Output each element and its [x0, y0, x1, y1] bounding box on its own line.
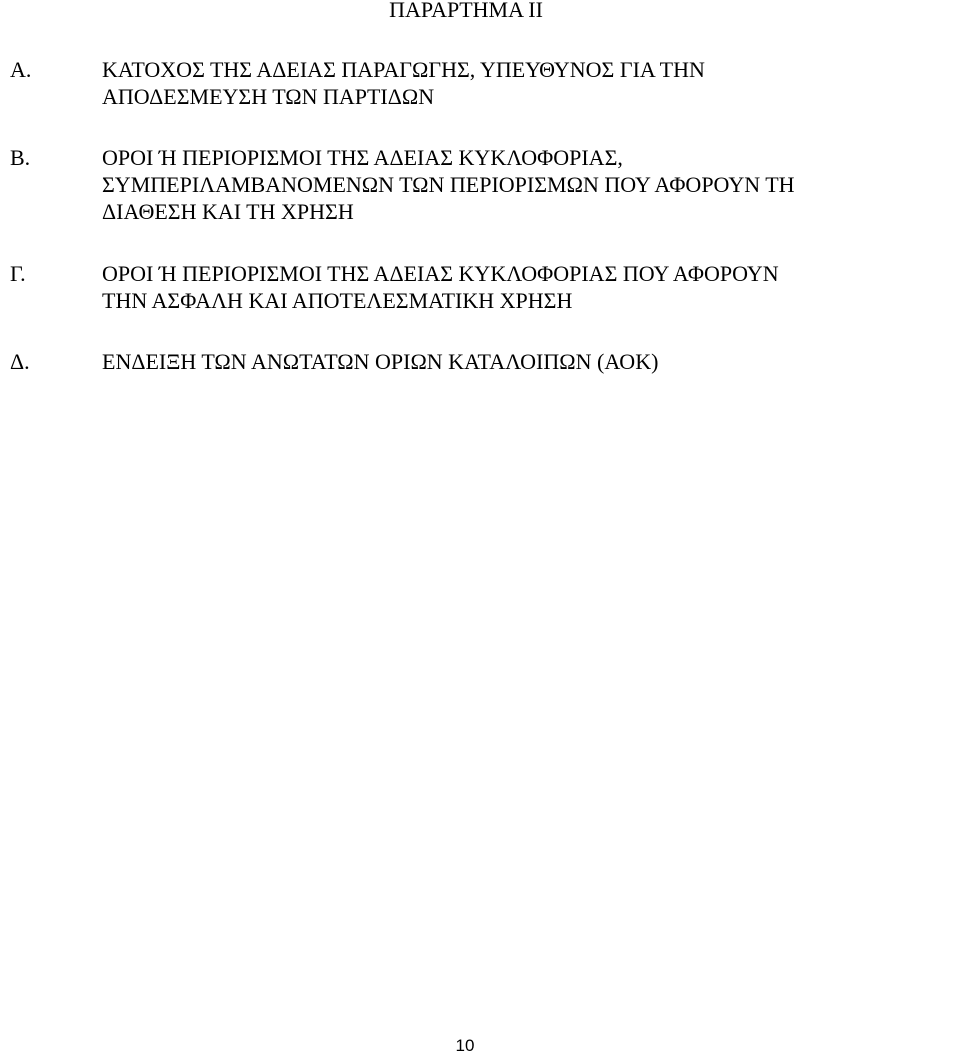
section-letter: Γ. [10, 261, 26, 286]
section-b [10, 144, 950, 225]
section-a [10, 56, 950, 110]
section-letter: Β. [10, 145, 31, 170]
section-heading: ΕΝΔΕΙΞΗ ΤΩΝ ΑΝΩΤΑΤΩΝ ΟΡΙΩΝ ΚΑΤΑΛΟΙΠΩΝ (ΑΟΚ) [102, 349, 659, 374]
section-heading: ΟΡΟΙ Ή ΠΕΡΙΟΡΙΣΜΟΙ ΤΗΣ ΑΔΕΙΑΣ ΚΥΚΛΟΦΟΡΙΑΣ ΠΟΥ ΑΦΟΡΟΥΝ ΤΗΝ ΑΣΦΑΛΗ ΚΑΙ ΑΠΟΤΕΛΕΣΜΑΤΙΚΗ ΧΡΗΣΗ [102, 261, 779, 313]
section-c [10, 260, 950, 314]
section-heading: ΚΑΤΟΧΟΣ ΤΗΣ ΑΔΕΙΑΣ ΠΑΡΑΓΩΓΗΣ, ΥΠΕΥΘΥΝΟΣ ΓΙΑ ΤΗΝ ΑΠΟΔΕΣΜΕΥΣΗ ΤΩΝ ΠΑΡΤΙΔΩΝ [102, 57, 705, 109]
section-letter: Δ. [10, 349, 30, 374]
page-number: 10 [455, 1036, 475, 1055]
section-letter: Α. [10, 57, 32, 82]
section-heading: ΟΡΟΙ Ή ΠΕΡΙΟΡΙΣΜΟΙ ΤΗΣ ΑΔΕΙΑΣ ΚΥΚΛΟΦΟΡΙΑΣ, ΣΥΜΠΕΡΙΛΑΜΒΑΝΟΜΕΝΩΝ ΤΩΝ ΠΕΡΙΟΡΙΣΜΩΝ ΠΟΥ ΑΦΟΡΟΥΝ ΤΗ ΔΙΑΘΕΣΗ ΚΑΙ ΤΗ ΧΡΗΣΗ [102, 145, 795, 224]
page-title: ΠΑΡΑΡΤΗΜΑ ΙΙ [389, 0, 543, 22]
section-d [10, 348, 950, 375]
